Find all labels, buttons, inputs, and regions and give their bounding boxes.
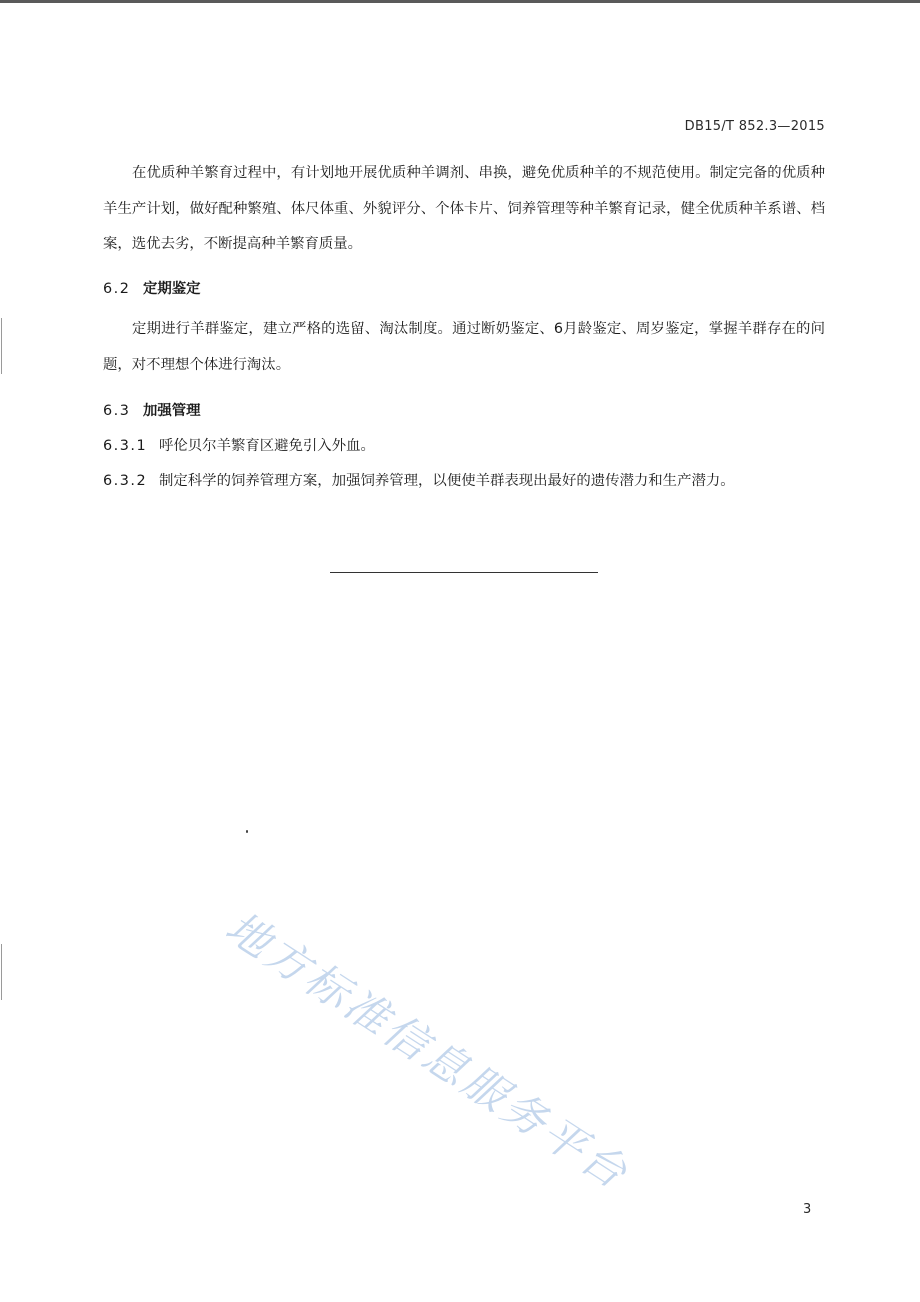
clause-number: 6.3.2 xyxy=(103,473,148,489)
paragraph-line: 备的优质种羊生产计划，做好配种繁殖、体尺体重、外貌评分、个体卡片、饲养管理等种羊繁育记录， xyxy=(103,165,825,217)
section-title: 定期鉴定 xyxy=(143,281,201,297)
standard-code: DB15/T 852.3—2015 xyxy=(684,119,825,134)
section-number: 6.3 xyxy=(103,403,131,419)
page-number: 3 xyxy=(803,1202,812,1217)
section-number: 6.2 xyxy=(103,281,131,297)
clause-text: 呼伦贝尔羊繁育区避免引入外血。 xyxy=(159,438,375,454)
intro-paragraph xyxy=(103,156,825,263)
paragraph-line: 定期进行羊群鉴定，建立严格的选留、淘汰制度。通过断奶鉴定、6月龄鉴定、周岁鉴定，掌握羊 xyxy=(132,321,753,337)
scan-edge-mark xyxy=(1,944,2,1000)
paragraph-line: 群存在的问题，对不理想个体进行淘汰。 xyxy=(103,321,825,373)
watermark: 地方标准信息服务平台 xyxy=(216,902,638,1201)
clause-6-3-1 xyxy=(103,436,375,456)
clause-text: 制定科学的饲养管理方案，加强饲养管理，以便使羊群表现出最好的遗传潜力和生产潜力。 xyxy=(159,473,735,489)
paragraph-line: 健全优质种羊系谱、档案，选优去劣，不断提高种羊繁育质量。 xyxy=(103,200,825,252)
section-heading-6-3 xyxy=(103,401,201,421)
scan-edge-mark xyxy=(1,318,2,374)
section-title: 加强管理 xyxy=(143,403,201,419)
clause-6-3-2 xyxy=(103,471,735,491)
scan-speck xyxy=(246,830,248,833)
section-heading-6-2 xyxy=(103,279,201,299)
end-of-standard-rule xyxy=(330,572,598,573)
section-6-2-paragraph xyxy=(103,312,825,383)
paragraph-line: 在优质种羊繁育过程中，有计划地开展优质种羊调剂、串换，避免优质种羊的不规范使用。制定完 xyxy=(132,165,753,181)
scan-top-edge xyxy=(0,0,920,3)
clause-number: 6.3.1 xyxy=(103,438,148,454)
